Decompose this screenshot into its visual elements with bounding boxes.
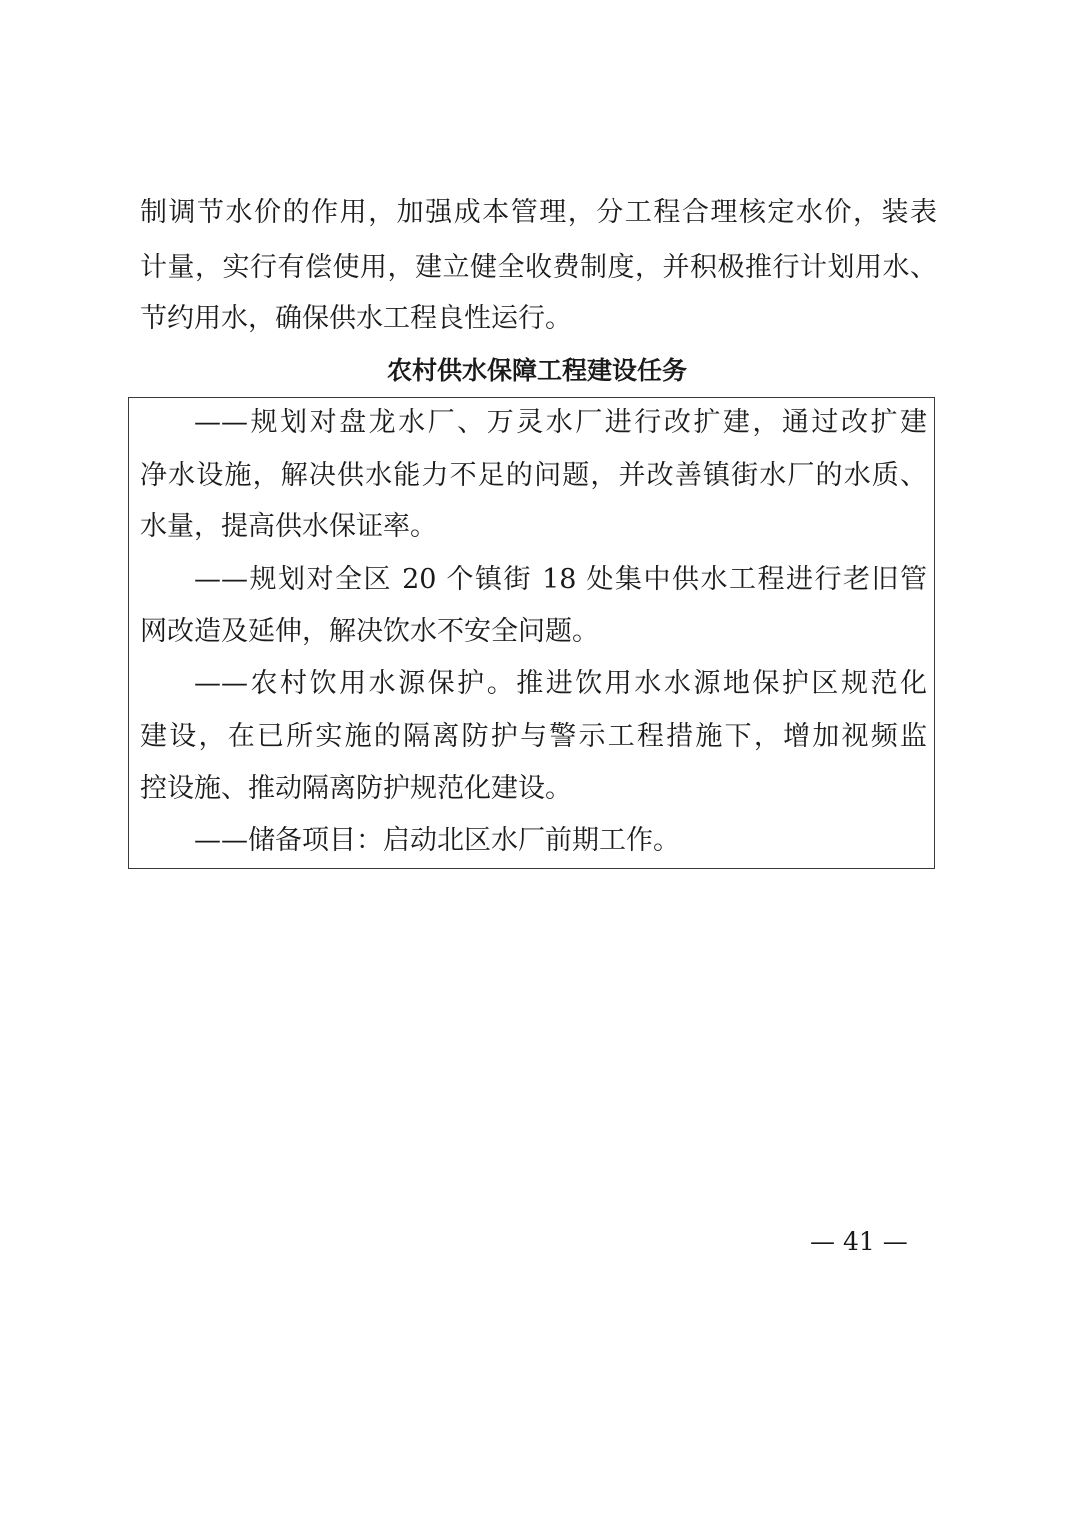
task-line: 水量，提高供水保证率。 — [140, 511, 437, 542]
task-line: ——规划对全区 20 个镇街 18 处集中供水工程进行老旧管 — [194, 564, 927, 595]
intro-line: 制调节水价的作用，加强成本管理，分工程合理核定水价，装表 — [140, 197, 937, 228]
box-title: 农村供水保障工程建设任务 — [386, 356, 687, 385]
intro-line: 计量，实行有偿使用，建立健全收费制度，并积极推行计划用水、 — [140, 252, 937, 283]
task-line: 建设，在已所实施的隔离防护与警示工程措施下，增加视频监 — [140, 721, 927, 752]
task-line: 控设施、推动隔离防护规范化建设。 — [140, 773, 572, 804]
task-line: 净水设施，解决供水能力不足的问题，并改善镇街水厂的水质、 — [140, 460, 927, 491]
task-line: 网改造及延伸，解决饮水不安全问题。 — [140, 616, 599, 647]
task-box — [128, 397, 935, 869]
task-line: ——规划对盘龙水厂、万灵水厂进行改扩建，通过改扩建 — [194, 407, 927, 438]
page-number: — 41 — — [810, 1227, 908, 1256]
task-line: ——储备项目：启动北区水厂前期工作。 — [194, 825, 680, 856]
task-line: ——农村饮用水源保护。推进饮用水水源地保护区规范化 — [194, 668, 927, 699]
intro-line: 节约用水，确保供水工程良性运行。 — [140, 303, 572, 334]
